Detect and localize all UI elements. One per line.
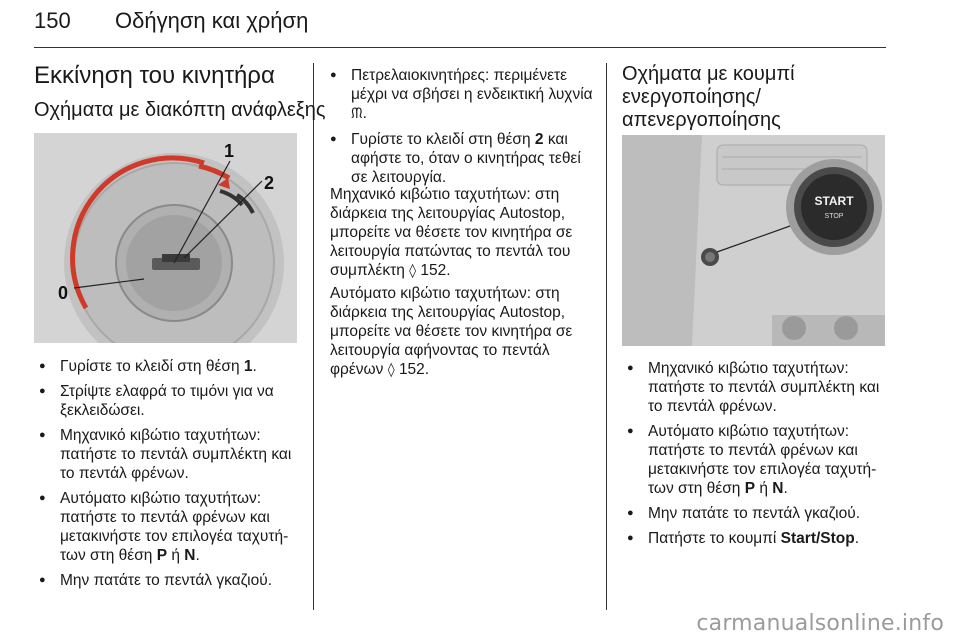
left-bullet-list: [39, 357, 301, 596]
figure-label-2: 2: [264, 173, 275, 193]
figure-label-1: 1: [224, 141, 235, 161]
list-item: ● Μην πατάτε το πεντάλ γκαζιού.: [627, 504, 889, 523]
chapter-title: Οδήγηση και χρήση: [115, 8, 309, 33]
glow-plug-icon: ᙏ: [351, 106, 363, 122]
header-rule: [34, 47, 886, 48]
autostop-automatic-paragraph: Αυτόματο κιβώτιο ταχυτήτων: στη διάρκεια της λειτουργίας Autostop, μπορείτε να θέσετε τον κινητήρα σε λειτουργία αφήνοντας το πεντάλ φρένων ◊ 152.: [330, 285, 573, 378]
subsection-title-start-stop: Οχήματα με κουμπί ενεργοποίησης/ απενεργοποίησης: [622, 63, 795, 131]
autostop-manual-paragraph: Μηχανικό κιβώτιο ταχυτήτων: στη διάρκεια της λειτουργίας Autostop, μπορείτε να θέσετε τον κινητήρα σε λειτουργία πατώντας το πεντάλ του συμπλέκτη ◊ 152.: [330, 186, 573, 279]
start-label: START: [814, 194, 854, 208]
list-item: ● Στρίψτε ελαφρά το τιμόνι για να ξεκλειδώσει.: [39, 382, 301, 420]
page-number: 150: [34, 8, 71, 33]
ignition-switch-figure: [34, 133, 297, 343]
list-item: ● Μηχανικό κιβώτιο ταχυτήτων: πατήστε το πεντάλ συμπλέκτη και το πεντάλ φρένων.: [39, 426, 301, 483]
page-reference-icon: ◊: [409, 263, 417, 279]
right-bullet-list: [627, 359, 889, 554]
list-item: ● Αυτόματο κιβώτιο ταχυτήτων: πατήστε το πεντάλ φρένων και μετακινήστε τον επιλογέα ταχυτή-των στη θέση P ή N.: [39, 489, 301, 565]
watermark: carmanualsonline.info: [696, 611, 944, 636]
list-item: ● Μην πατάτε το πεντάλ γκαζιού.: [39, 571, 301, 590]
start-stop-button-figure: [622, 135, 885, 346]
subsection-title-ignition: Οχήματα με διακόπτη ανάφλεξης: [34, 99, 326, 121]
list-item: ● Γυρίστε το κλειδί στη θέση 1.: [39, 357, 301, 376]
start-stop-illustration: [622, 135, 885, 346]
stop-label: STOP: [824, 213, 844, 220]
list-item: ● Πετρελαιοκινητήρες: περιμένετε μέχρι να σβήσει η ενδεικτική λυχνία ᙏ.: [330, 66, 594, 124]
page-reference-icon: ◊: [387, 362, 395, 378]
column-divider-right: [606, 63, 607, 610]
list-item: ● Μηχανικό κιβώτιο ταχυτήτων: πατήστε το πεντάλ συμπλέκτη και το πεντάλ φρένων.: [627, 359, 889, 416]
list-item: ● Αυτόματο κιβώτιο ταχυτήτων: πατήστε το πεντάλ φρένων και μετακινήστε τον επιλογέα ταχυτή-των στη θέση P ή N.: [627, 422, 889, 498]
middle-bullet-list: [330, 66, 594, 193]
list-item: ● Γυρίστε το κλειδί στη θέση 2 και αφήστε το, όταν ο κινητήρας τεθεί σε λειτουργία.: [330, 130, 594, 187]
figure-label-0: 0: [58, 283, 69, 303]
column-divider-left: [313, 63, 314, 610]
ignition-switch-illustration: [34, 133, 297, 343]
section-title: Εκκίνηση του κινητήρα: [34, 62, 275, 89]
list-item: ● Πατήστε το κουμπί Start/Stop.: [627, 529, 889, 548]
